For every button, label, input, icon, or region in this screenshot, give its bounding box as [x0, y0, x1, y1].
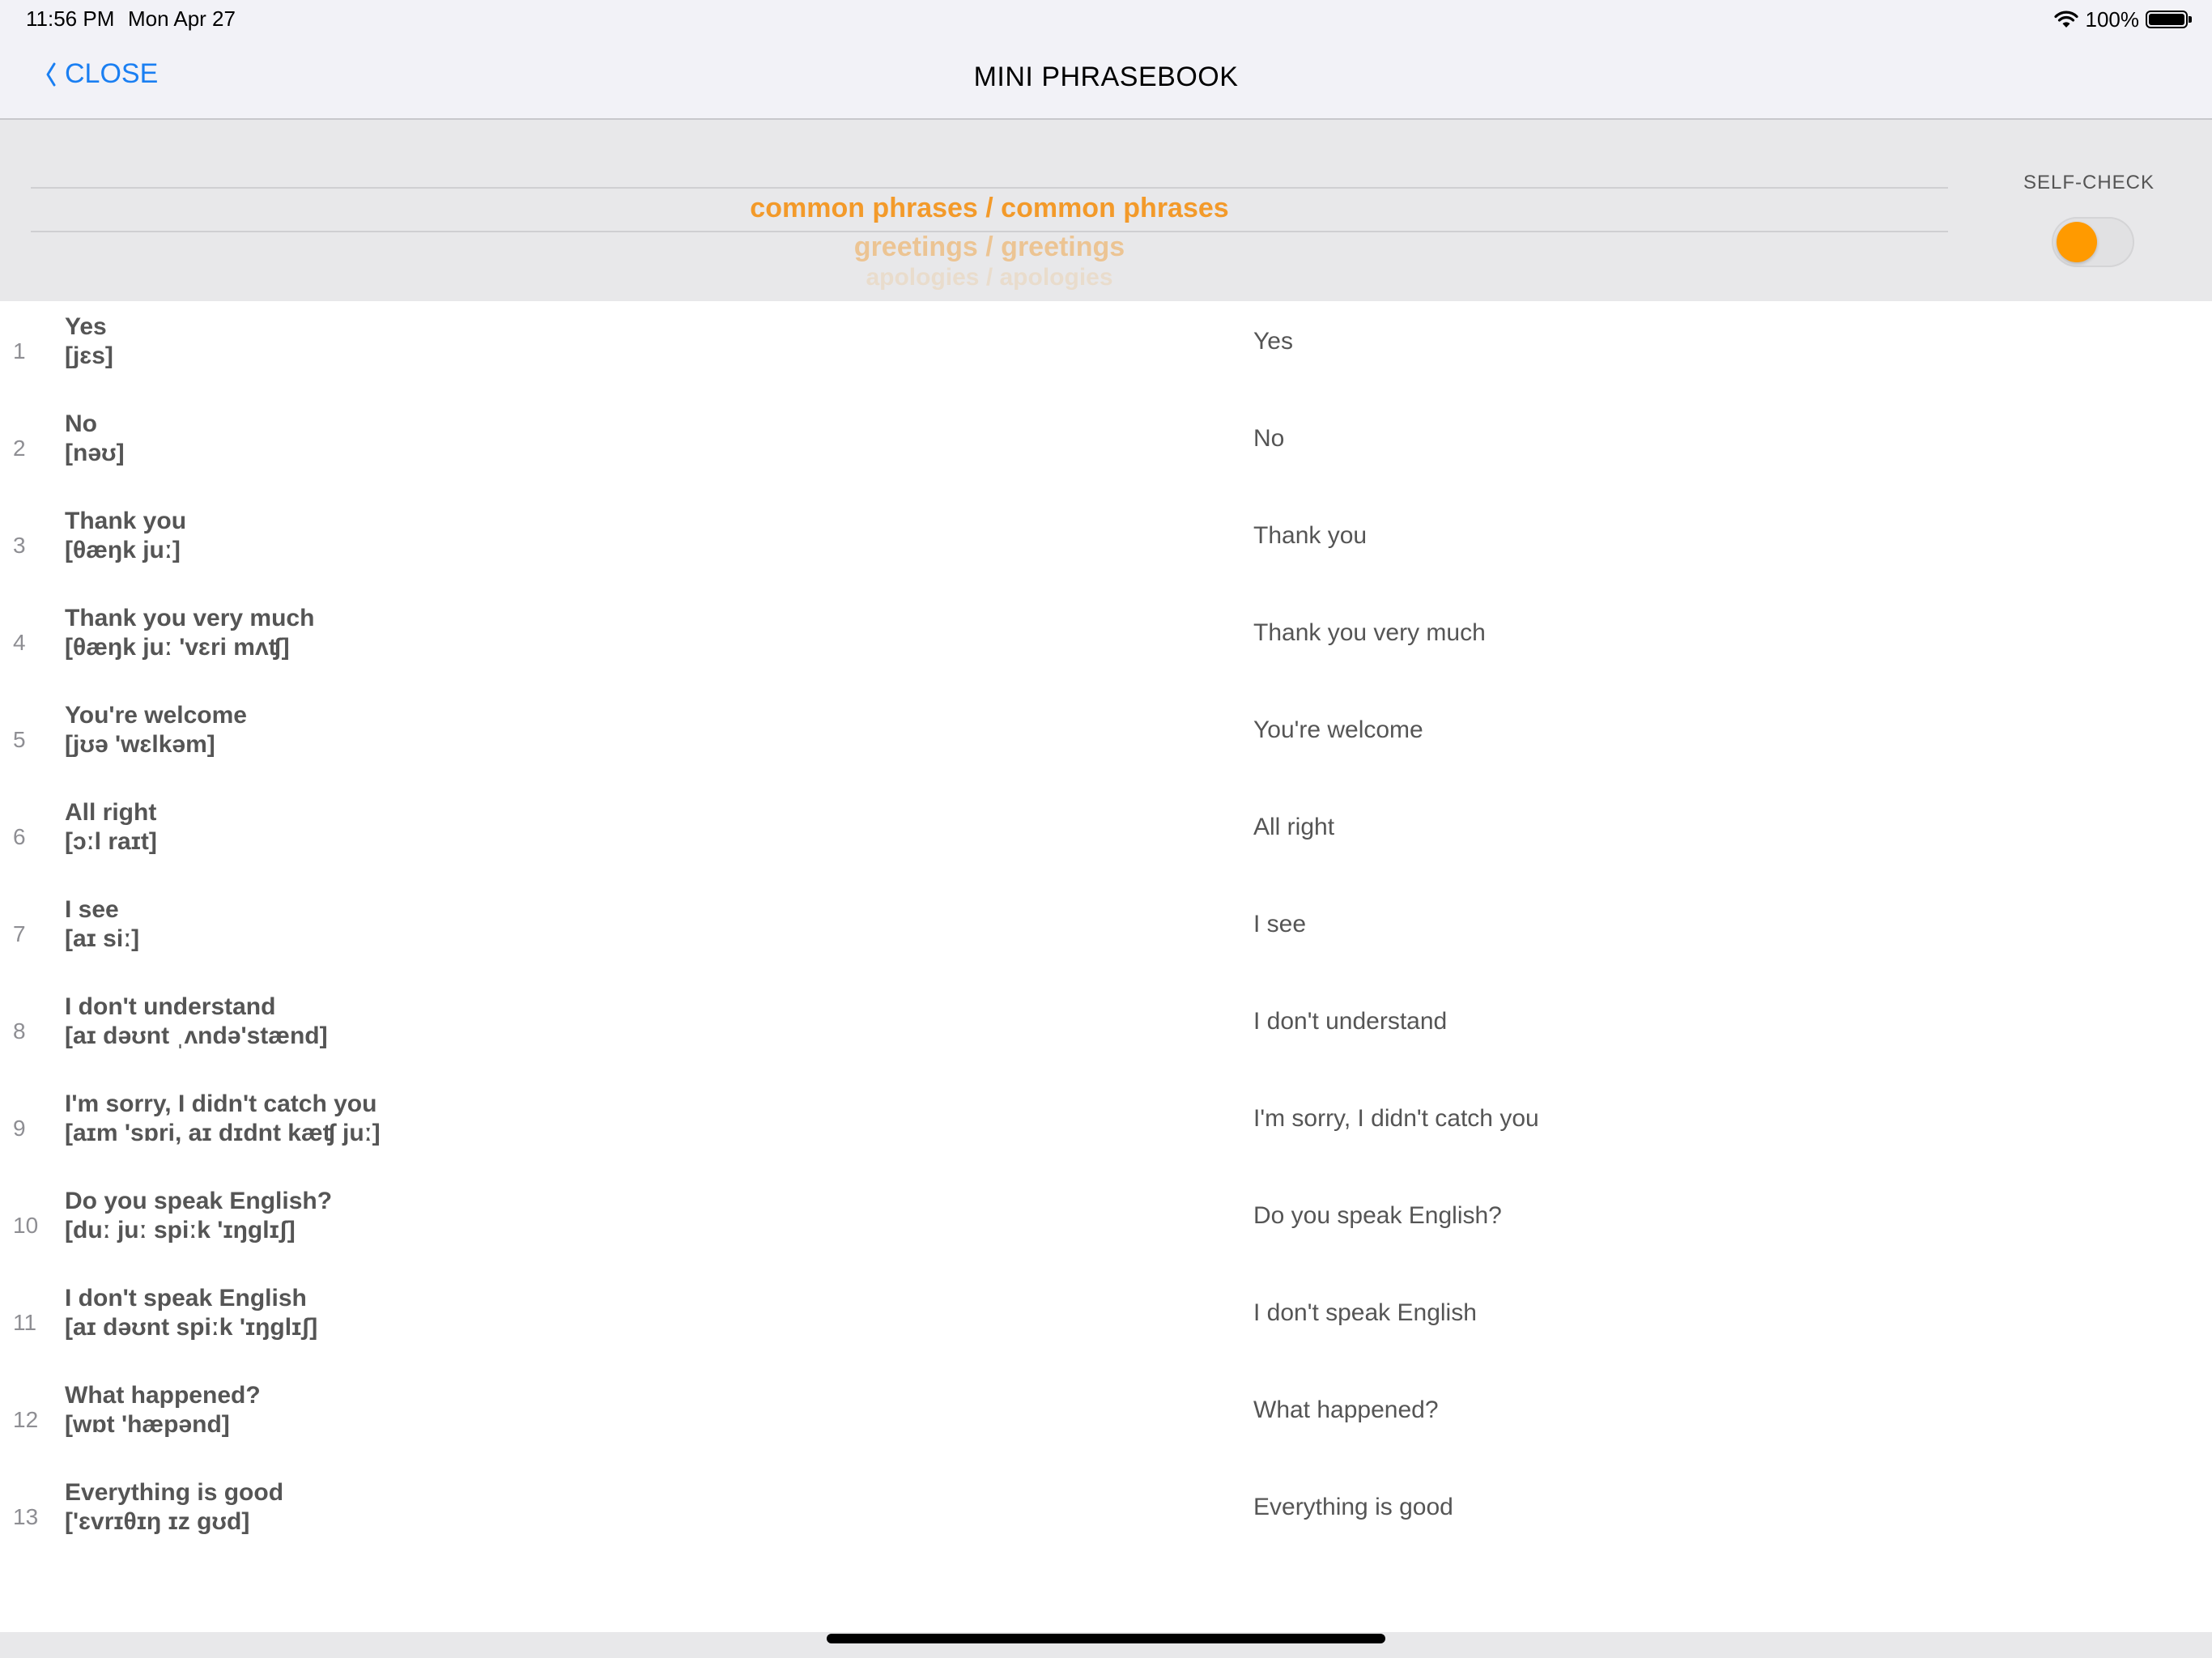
phrase-transcription: [aɪm 'sɒri, aɪ dɪdnt kæʧ juː]	[65, 1120, 381, 1146]
navigation-bar	[0, 40, 2212, 120]
phrase-meaning: I don't understand	[1253, 1008, 1448, 1035]
row-number: 10	[13, 1213, 39, 1238]
wifi-icon	[2053, 10, 2079, 29]
self-check-label: SELF-CHECK	[2023, 172, 2155, 193]
phrase-meaning: What happened?	[1253, 1397, 1439, 1423]
phrase-transcription: [θæŋk juː]	[65, 537, 181, 563]
category-picker-section	[0, 120, 2212, 301]
list-item[interactable]	[0, 1370, 2212, 1467]
picker-item-next[interactable]: greetings / greetings	[853, 232, 1125, 262]
row-number: 12	[13, 1407, 39, 1432]
phrase-transcription: [aɪ dəʊnt spiːk 'ɪŋglɪʃ]	[65, 1314, 318, 1341]
phrase-text: I see	[65, 896, 119, 923]
status-bar	[0, 0, 2212, 40]
phrase-text: I don't understand	[65, 993, 276, 1020]
list-item[interactable]	[0, 787, 2212, 884]
row-number: 4	[13, 630, 26, 655]
phrase-text: Yes	[65, 313, 107, 340]
picker-divider-top	[31, 187, 1948, 189]
phrase-meaning: Everything is good	[1253, 1494, 1453, 1520]
phrase-meaning: Yes	[1253, 328, 1293, 355]
phrase-text: Thank you	[65, 508, 187, 534]
list-item[interactable]	[0, 1078, 2212, 1175]
phrase-meaning: I see	[1253, 911, 1307, 937]
phrase-meaning: No	[1253, 425, 1285, 452]
phrase-meaning: Thank you	[1253, 522, 1368, 549]
row-number: 6	[13, 824, 26, 849]
toggle-knob	[2057, 222, 2097, 262]
phrase-text: I don't speak English	[65, 1285, 307, 1312]
phrase-text: All right	[65, 799, 157, 826]
row-number: 11	[13, 1310, 37, 1335]
phrase-transcription: [jɛs]	[65, 342, 113, 369]
list-item[interactable]	[0, 593, 2212, 690]
phrase-transcription: [nəʊ]	[65, 440, 125, 466]
phrase-transcription: [aɪ dəʊnt ˌʌndə'stænd]	[65, 1022, 328, 1049]
phrase-transcription: [wɒt 'hæpənd]	[65, 1411, 230, 1438]
list-item[interactable]	[0, 1273, 2212, 1370]
status-time: 11:56 PM	[26, 6, 115, 31]
phrase-meaning: I don't speak English	[1253, 1299, 1477, 1326]
phrase-text: Do you speak English?	[65, 1188, 333, 1214]
phrase-transcription: [aɪ siː]	[65, 925, 140, 952]
phrase-transcription: [ɔːl raɪt]	[65, 828, 157, 855]
list-item[interactable]	[0, 301, 2212, 398]
page-title: MINI PHRASEBOOK	[973, 62, 1239, 92]
status-indicators	[2053, 5, 2189, 34]
list-item[interactable]	[0, 495, 2212, 593]
picker-item-selected[interactable]: common phrases / common phrases	[750, 193, 1229, 223]
phrase-transcription: [jʊə 'wɛlkəm]	[65, 731, 215, 758]
row-number: 7	[13, 921, 26, 946]
row-number: 13	[13, 1504, 39, 1529]
phrase-meaning: I'm sorry, I didn't catch you	[1253, 1105, 1539, 1132]
phrase-meaning: All right	[1253, 814, 1335, 840]
row-number: 3	[13, 533, 26, 558]
phrase-meaning: You're welcome	[1253, 716, 1423, 743]
phrase-transcription: ['ɛvrɪθɪŋ ɪz gʊd]	[65, 1508, 250, 1535]
phrase-text: What happened?	[65, 1382, 261, 1409]
list-item[interactable]	[0, 398, 2212, 495]
phrase-transcription: [duː juː spiːk 'ɪŋglɪʃ]	[65, 1217, 296, 1244]
home-indicator[interactable]	[827, 1634, 1385, 1643]
phrase-text: I'm sorry, I didn't catch you	[65, 1090, 377, 1117]
row-number: 9	[13, 1116, 26, 1141]
self-check-toggle[interactable]	[2052, 217, 2134, 267]
row-number: 5	[13, 727, 26, 752]
list-item[interactable]	[0, 1467, 2212, 1564]
phrase-meaning: Do you speak English?	[1253, 1202, 1502, 1229]
row-number: 1	[13, 338, 26, 363]
battery-percentage: 100%	[2085, 6, 2139, 32]
phrase-transcription: [θæŋk juː 'vɛri mʌʧ]	[65, 634, 290, 661]
phrase-text: No	[65, 410, 97, 437]
list-item[interactable]	[0, 1175, 2212, 1273]
picker-item-after[interactable]: apologies / apologies	[866, 264, 1113, 291]
list-item[interactable]	[0, 690, 2212, 787]
status-date: Mon Apr 27	[128, 6, 236, 31]
list-item[interactable]	[0, 981, 2212, 1078]
phrase-text: Everything is good	[65, 1479, 284, 1506]
row-number: 2	[13, 436, 26, 461]
category-picker[interactable]	[31, 120, 1948, 301]
phrase-text: You're welcome	[65, 702, 247, 729]
phrase-text: Thank you very much	[65, 605, 315, 631]
battery-icon	[2146, 11, 2188, 28]
list-item[interactable]	[0, 884, 2212, 981]
row-number: 8	[13, 1018, 26, 1044]
close-label: CLOSE	[65, 58, 159, 89]
phrase-meaning: Thank you very much	[1253, 619, 1486, 646]
